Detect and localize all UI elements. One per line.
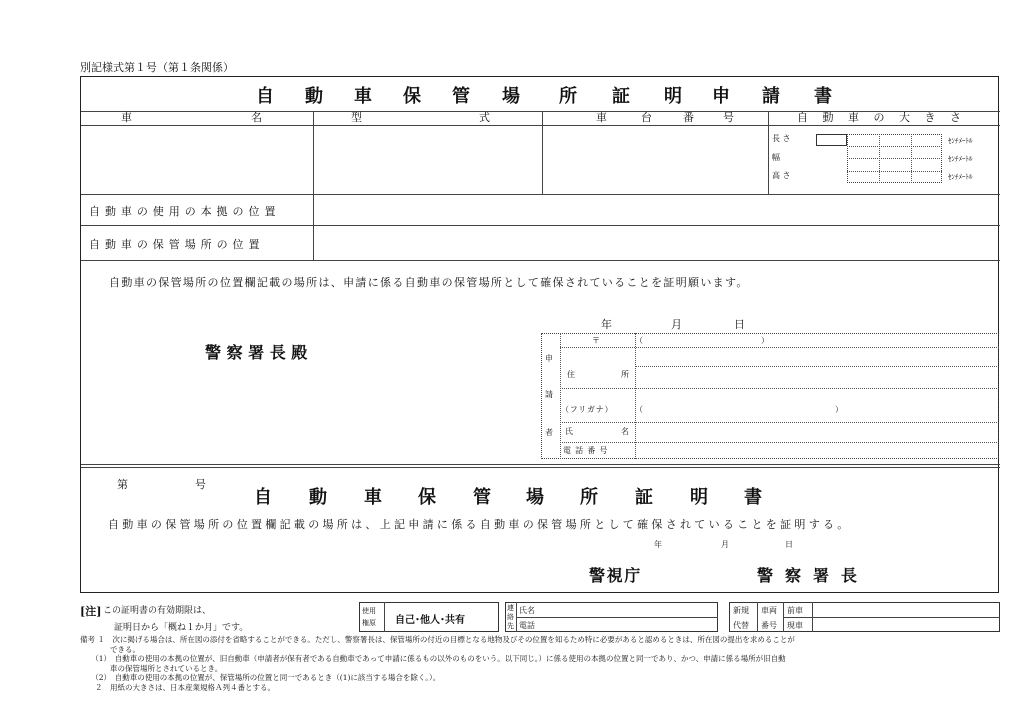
name-label: 氏 bbox=[565, 427, 573, 436]
remark-line: 備考 １ 次に掲げる場合は、所在図の添付を省略することができる。ただし、警察署長は、保管場所の付近の目標となる地物及びその位置を知るため特に必要があると認めるときは、所在図の提出を求めることが bbox=[80, 635, 795, 644]
size-length-label: 長 さ bbox=[772, 134, 791, 143]
current-car-field[interactable] bbox=[814, 618, 999, 631]
phone-field[interactable] bbox=[637, 443, 998, 458]
new-replace-label: 代替 bbox=[733, 621, 749, 630]
application-title bbox=[81, 82, 1000, 106]
address-label: 所 bbox=[621, 370, 629, 379]
title-char: 所 bbox=[559, 86, 577, 107]
model-field[interactable] bbox=[314, 126, 541, 193]
current-car-label: 現車 bbox=[787, 621, 803, 630]
furigana-paren-open: （ bbox=[635, 405, 643, 414]
header-chassis: 車 bbox=[596, 111, 607, 124]
use-location-field[interactable] bbox=[314, 195, 999, 224]
header-chassis: 番 bbox=[683, 111, 694, 124]
remarks bbox=[80, 635, 1000, 692]
application-date-year: 年 bbox=[601, 318, 612, 331]
usage-rights-label: 権原 bbox=[362, 619, 376, 627]
title-char: 管 bbox=[473, 487, 491, 508]
application-form-frame bbox=[80, 76, 999, 593]
title-char: 動 bbox=[309, 487, 327, 508]
previous-car-field[interactable] bbox=[814, 603, 999, 616]
storage-location-label: 自動車の保管場所の位置 bbox=[89, 238, 265, 251]
header-chassis: 号 bbox=[723, 111, 734, 124]
title-char: 証 bbox=[635, 487, 653, 508]
title-char: 明 bbox=[690, 487, 708, 508]
certificate-date-month: 月 bbox=[721, 540, 729, 549]
name-label: 名 bbox=[621, 427, 629, 436]
new-replace-label: 新規 bbox=[733, 606, 749, 615]
contact-name-field[interactable] bbox=[540, 603, 716, 616]
certificate-date-day: 日 bbox=[785, 540, 793, 549]
contact-phone-field[interactable] bbox=[540, 618, 716, 631]
size-height-unit: ｾﾝﾁﾒｰﾄﾙ bbox=[948, 173, 973, 181]
postal-paren-open: （ bbox=[635, 336, 643, 345]
furigana-field[interactable] bbox=[646, 399, 831, 417]
contact-phone-label: 電話 bbox=[519, 621, 535, 630]
addressee-police-chief: 警 察 署 長 殿 bbox=[205, 343, 308, 362]
vehicle-number-label: 車両 bbox=[761, 606, 777, 615]
title-char: 書 bbox=[814, 86, 832, 107]
remark-line: （1） 自動車の使用の本拠の位置が、旧自動車（申請者が保有者である自動車であって申請に係るもの以外のものをいう。以下同じ。）に係る使用の本拠の位置と同一であり、かつ、申請に係る場所が旧自動 bbox=[80, 654, 786, 663]
form-number: 別記様式第１号（第１条関係） bbox=[80, 61, 234, 74]
postal-paren-close: ） bbox=[761, 336, 769, 345]
applicant-label: 請 bbox=[545, 390, 553, 399]
remark-line: 車の保管場所とされているとき。 bbox=[80, 663, 223, 673]
certificate-number-suffix: 号 bbox=[195, 478, 206, 491]
title-char: 管 bbox=[452, 86, 470, 107]
title-char: 場 bbox=[502, 86, 520, 107]
title-char: 自 bbox=[254, 487, 272, 508]
certificate-statement: 自動車の保管場所の位置欄記載の場所は、上記申請に係る自動車の保管場所として確保されていることを証明する。 bbox=[108, 518, 852, 531]
note-line-2: 証明日から「概ね１か月」です。 bbox=[114, 623, 249, 633]
storage-location-field[interactable] bbox=[314, 226, 999, 259]
title-char: 保 bbox=[418, 487, 436, 508]
title-char: 場 bbox=[526, 487, 544, 508]
application-date-month: 月 bbox=[671, 318, 682, 331]
usage-rights-options[interactable]: 自己･他人･共有 bbox=[395, 615, 465, 626]
chassis-number-field[interactable] bbox=[543, 126, 767, 193]
title-char: 申 bbox=[712, 86, 730, 107]
header-car-name: 名 bbox=[251, 111, 262, 124]
use-location-label: 自動車の使用の本拠の位置 bbox=[89, 205, 281, 218]
address-field[interactable] bbox=[637, 349, 998, 387]
header-chassis: 台 bbox=[641, 111, 652, 124]
contact-label: 連 bbox=[507, 604, 514, 612]
certificate-date-year: 年 bbox=[654, 540, 662, 549]
certificate-number-prefix: 第 bbox=[117, 478, 128, 491]
title-char: 明 bbox=[664, 86, 682, 107]
title-char: 車 bbox=[354, 86, 372, 107]
furigana-paren-close: ） bbox=[835, 405, 843, 414]
size-length-input[interactable] bbox=[816, 134, 847, 146]
header-model: 型 bbox=[351, 111, 362, 124]
request-statement: 自動車の保管場所の位置欄記載の場所は、申請に係る自動車の保管場所として確保されていることを証明願います。 bbox=[109, 276, 749, 289]
header-vehicle-size: 自 動 車 の 大 き さ bbox=[797, 111, 967, 124]
remark-line: ２ 用紙の大きさは、日本産業規格Ａ列４番とする。 bbox=[80, 682, 275, 692]
applicant-name-field[interactable] bbox=[637, 423, 998, 441]
size-length-unit: ｾﾝﾁﾒｰﾄﾙ bbox=[948, 137, 973, 145]
note-line-1: この証明書の有効期限は、 bbox=[103, 606, 212, 616]
usage-rights-label: 使用 bbox=[362, 607, 376, 615]
note-tag: [注] bbox=[80, 605, 102, 618]
title-char: 動 bbox=[305, 86, 323, 107]
remark-line: できる。 bbox=[80, 644, 140, 654]
remark-line: （2） 自動車の使用の本拠の位置が、保管場所の位置と同一であるとき（(1)に該当する場合を除く。）。 bbox=[80, 673, 441, 682]
title-char: 所 bbox=[580, 487, 598, 508]
size-height-label: 高 さ bbox=[772, 171, 791, 180]
car-name-field[interactable] bbox=[81, 126, 312, 193]
title-char: 保 bbox=[403, 86, 421, 107]
postal-code-field[interactable] bbox=[646, 334, 756, 346]
size-width-unit: ｾﾝﾁﾒｰﾄﾙ bbox=[948, 155, 973, 163]
phone-label: 電 話 番 号 bbox=[563, 446, 609, 455]
vehicle-number-label: 番号 bbox=[761, 621, 777, 630]
furigana-label: （フリガナ） bbox=[561, 405, 614, 414]
applicant-label: 申 bbox=[545, 354, 553, 363]
previous-car-label: 前車 bbox=[787, 606, 803, 615]
issuing-police-chief: 警 察 署 長 bbox=[757, 566, 861, 585]
header-model: 式 bbox=[479, 111, 490, 124]
certificate-title bbox=[81, 483, 1000, 507]
contact-label: 絡 bbox=[507, 613, 514, 621]
header-car-name: 車 bbox=[121, 111, 132, 124]
applicant-label: 者 bbox=[545, 428, 553, 437]
title-char: 車 bbox=[364, 487, 382, 508]
size-width-label: 幅 bbox=[772, 153, 780, 162]
contact-name-label: 氏名 bbox=[519, 606, 535, 615]
title-char: 自 bbox=[256, 86, 274, 107]
title-char: 請 bbox=[762, 86, 780, 107]
application-date-day: 日 bbox=[734, 318, 745, 331]
title-char: 証 bbox=[612, 86, 630, 107]
address-label: 住 bbox=[567, 370, 575, 379]
title-char: 書 bbox=[744, 487, 762, 508]
issuing-agency: 警視庁 bbox=[589, 566, 642, 585]
contact-label: 先 bbox=[507, 622, 514, 630]
postal-mark: 〒 bbox=[592, 336, 600, 345]
